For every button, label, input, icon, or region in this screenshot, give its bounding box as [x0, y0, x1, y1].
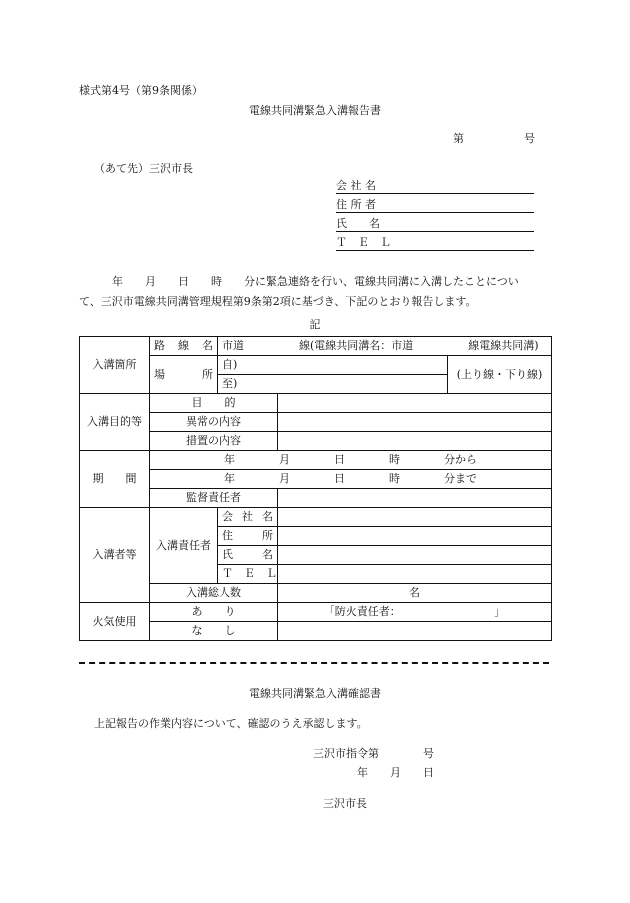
measures-label: 措置の内容	[150, 432, 278, 451]
fire-no-blank	[278, 622, 552, 641]
command-number: 三沢市指令第 号	[313, 747, 434, 760]
period-to-field[interactable]: 年 月 日 時 分まで	[150, 470, 552, 489]
signatory-company-field[interactable]	[336, 177, 534, 194]
abnormality-label: 異常の内容	[150, 413, 278, 432]
mayor-signature: 三沢市長	[323, 797, 367, 810]
confirmation-text: 上記報告の作業内容について、確認のうえ承認します。	[94, 717, 368, 730]
signatory-name-field[interactable]	[336, 215, 534, 232]
place-from-field[interactable]: 自)	[218, 356, 448, 375]
responsible-label: 入溝責任者	[150, 508, 218, 584]
abnormality-field[interactable]	[278, 413, 552, 432]
route-name-label: 路 線 名	[150, 337, 218, 356]
entry-location-label: 入溝箇所	[80, 337, 150, 394]
supervisor-field[interactable]	[278, 489, 552, 508]
measures-field[interactable]	[278, 432, 552, 451]
responsible-name-field[interactable]	[278, 546, 552, 565]
direction-option[interactable]: (上り線・下り線)	[448, 356, 552, 394]
place-to-field[interactable]: 至)	[218, 375, 448, 394]
responsible-address-label: 住 所	[218, 527, 278, 546]
report-title: 電線共同溝緊急入溝報告書	[249, 104, 381, 117]
confirmation-title: 電線共同溝緊急入溝確認書	[249, 687, 381, 700]
signatory-name-label: 氏 名	[336, 217, 380, 230]
signatory-tel-field[interactable]	[336, 234, 534, 251]
period-from-field[interactable]: 年 月 日 時 分から	[150, 451, 552, 470]
responsible-company-label: 会 社 名	[218, 508, 278, 527]
fire-yes-option[interactable]: あ り	[150, 603, 278, 622]
report-body-line-1: 年 月 日 時 分に緊急連絡を行い、電線共同溝に入溝したことについ	[79, 275, 519, 288]
report-table	[79, 336, 552, 641]
ki-heading: 記	[309, 318, 321, 331]
purpose-group-label: 入溝目的等	[80, 394, 150, 451]
report-body-line-2: て、三沢市電線共同溝管理規程第9条第2項に基づき、下記のとおり報告します。	[79, 295, 477, 308]
cut-line-divider	[79, 662, 549, 664]
confirmation-date: 年 月 日	[357, 766, 434, 779]
signatory-address-field[interactable]	[336, 196, 534, 213]
period-label: 期 間	[80, 451, 150, 508]
report-body	[79, 272, 559, 312]
total-field[interactable]	[278, 584, 552, 603]
responsible-tel-label: Ｔ Ｅ Ｌ	[218, 565, 278, 584]
purpose-field[interactable]	[278, 394, 552, 413]
persons-unit: 名	[409, 586, 421, 599]
number-suffix: 号	[524, 132, 535, 145]
fire-no-option[interactable]: な し	[150, 622, 278, 641]
total-label: 入溝総人数	[150, 584, 278, 603]
purpose-label: 目 的	[150, 394, 278, 413]
signatory-tel-label: Ｔ Ｅ Ｌ	[336, 236, 391, 249]
responsible-address-field[interactable]	[278, 527, 552, 546]
responsible-company-field[interactable]	[278, 508, 552, 527]
fire-officer-field[interactable]: 「防火責任者： 」	[278, 603, 552, 622]
supervisor-label: 監督責任者	[150, 489, 278, 508]
addressee: （あて先）三沢市長	[94, 162, 193, 175]
entrants-label: 入溝者等	[80, 508, 150, 603]
route-name-value[interactable]: 市道 線(電線共同溝名：市道 線電線共同溝)	[218, 337, 552, 356]
place-label: 場 所	[150, 356, 218, 394]
form-number: 様式第4号（第9条関係）	[79, 84, 203, 97]
responsible-name-label: 氏 名	[218, 546, 278, 565]
number-prefix: 第	[453, 132, 464, 145]
responsible-tel-field[interactable]	[278, 565, 552, 584]
fire-label: 火気使用	[80, 603, 150, 641]
signatory-address-label: 住 所 者	[336, 198, 376, 211]
signatory-company-label: 会 社 名	[336, 179, 376, 192]
